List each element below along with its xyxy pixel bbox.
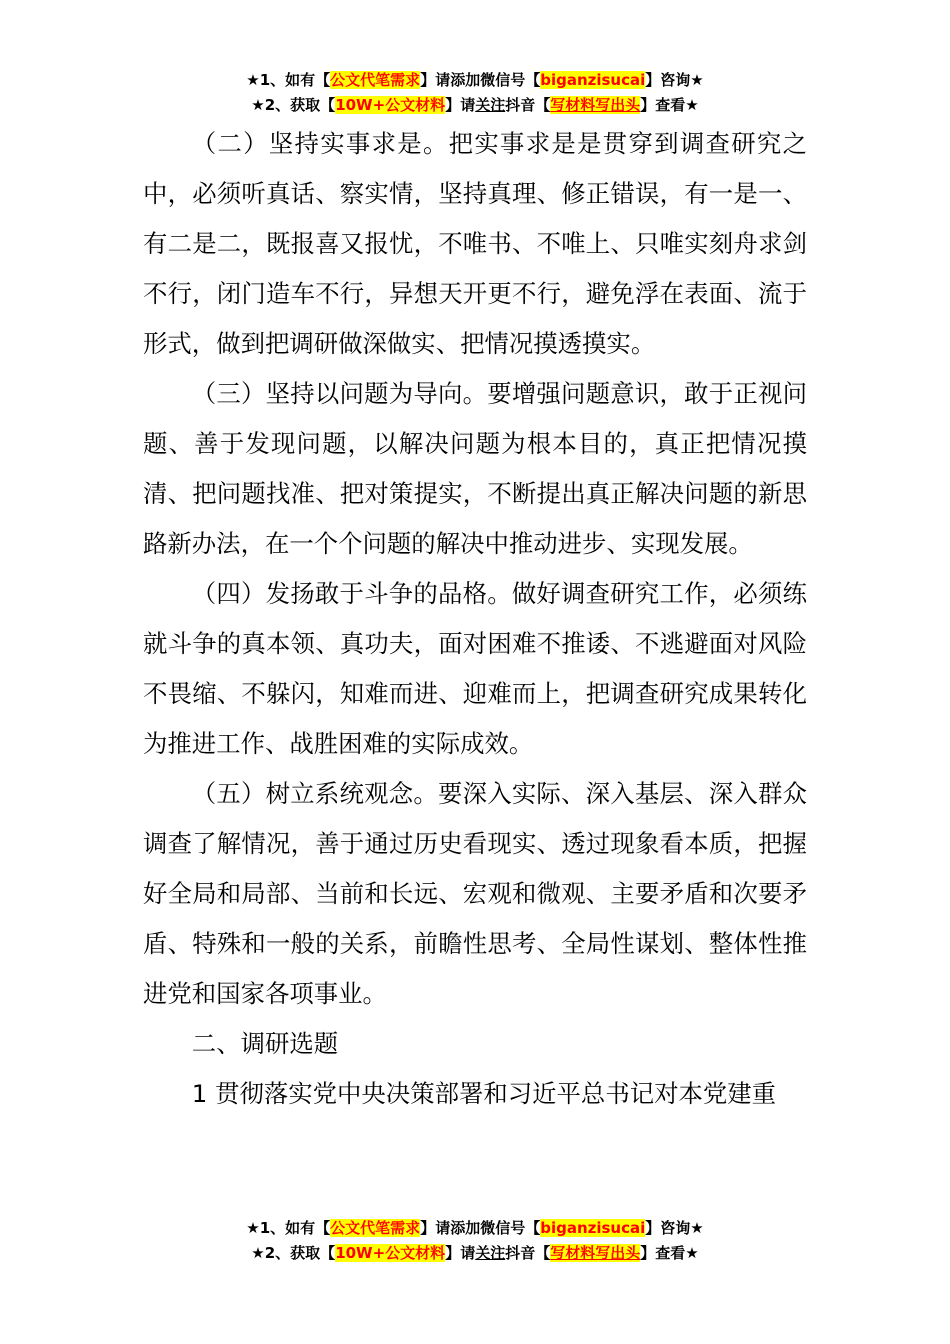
banner-line-1: ★1、如有【公文代笔需求】请添加微信号【biganzisucai】咨询★	[246, 71, 704, 89]
highlight-wechat-id: biganzisucai	[540, 1219, 646, 1237]
highlight-materials: 10W+公文材料	[335, 1244, 446, 1262]
section-heading-2: 二、调研选题	[191, 1029, 339, 1058]
highlight-service: 公文代笔需求	[330, 1219, 421, 1237]
banner-line-1: ★1、如有【公文代笔需求】请添加微信号【biganzisucai】咨询★	[246, 1219, 704, 1237]
paragraph-2: （二）坚持实事求是。把实事求是是贯穿到调查研究之中，必须听真话、察实情，坚持真理、修正错误，有一是一、有二是二，既报喜又报忧，不唯书、不唯上、只唯实刻舟求剑不行，闭门造车不行，异想天开更不行，避免浮在表面、流于形式，做到把调研做深做实、把情况摸透摸实。	[143, 129, 807, 358]
top-banner	[0, 68, 950, 118]
banner-line-2: ★2、获取【10W+公文材料】请关注抖音【写材料写出头】查看★	[251, 1244, 699, 1262]
highlight-douyin: 写材料写出头	[550, 96, 641, 114]
paragraph-4: （四）发扬敢于斗争的品格。做好调查研究工作，必须练就斗争的真本领、真功夫，面对困难不推诿、不逃避面对风险不畏缩、不躲闪，知难而进、迎难而上，把调查研究成果转化为推进工作、战胜困难的实际成效。	[143, 579, 807, 758]
topic-item-1: 1 贯彻落实党中央决策部署和习近平总书记对本党建重	[191, 1079, 777, 1108]
bottom-banner	[0, 1216, 950, 1266]
paragraph-3: （三）坚持以问题为导向。要增强问题意识，敢于正视问题、善于发现问题，以解决问题为根本目的，真正把情况摸清、把问题找准、把对策提实，不断提出真正解决问题的新思路新办法，在一个个问题的解决中推动进步、实现发展。	[143, 379, 807, 558]
highlight-wechat-id: biganzisucai	[540, 71, 646, 89]
banner-line-2: ★2、获取【10W+公文材料】请关注抖音【写材料写出头】查看★	[251, 96, 699, 114]
paragraph-5: （五）树立系统观念。要深入实际、深入基层、深入群众调查了解情况，善于通过历史看现实、透过现象看本质，把握好全局和局部、当前和长远、宏观和微观、主要矛盾和次要矛盾、特殊和一般的关系，前瞻性思考、全局性谋划、整体性推进党和国家各项事业。	[143, 779, 807, 1008]
highlight-service: 公文代笔需求	[330, 71, 421, 89]
document-body	[143, 119, 807, 1119]
highlight-douyin: 写材料写出头	[550, 1244, 641, 1262]
highlight-materials: 10W+公文材料	[335, 96, 446, 114]
